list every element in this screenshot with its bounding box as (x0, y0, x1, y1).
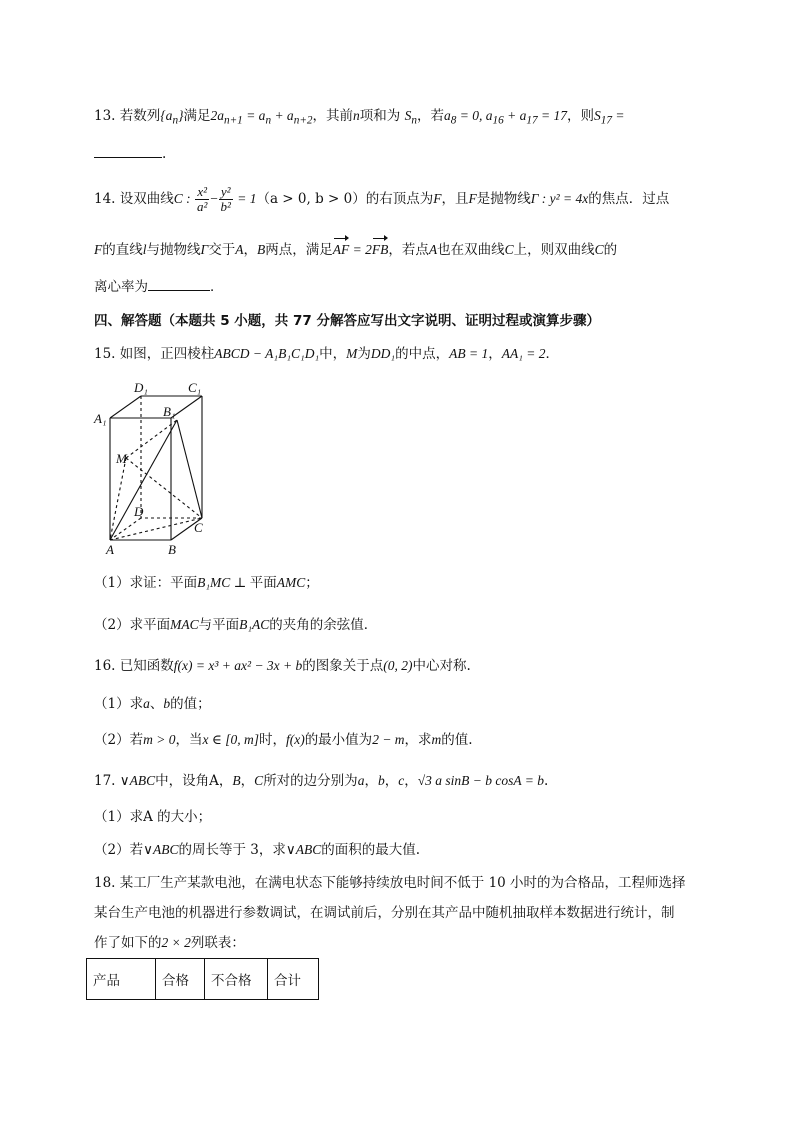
text: 列联表： (190, 935, 245, 951)
text: 设双曲线 (119, 191, 174, 207)
math: √3 a sinB − b cosA = b (417, 773, 544, 788)
math: 17 (600, 114, 612, 127)
numerator: y² (219, 185, 233, 200)
text: 如图，正四棱柱 (119, 346, 215, 362)
text: 已知函数 (119, 658, 174, 674)
text: 的周长等于 3，求 (178, 842, 286, 858)
numerator: x² (195, 185, 209, 200)
math: n+1 (223, 114, 243, 127)
math: 8 (450, 114, 457, 127)
label-a1: A₁ (94, 411, 107, 426)
math: + a (503, 108, 527, 123)
math: B (256, 242, 266, 257)
text: 与平面 (198, 617, 240, 633)
text: ，若 (416, 108, 444, 124)
math: {a (160, 108, 173, 123)
table-header-cell: 不合格 (205, 959, 268, 1000)
math: c (398, 773, 405, 788)
math: C (254, 773, 264, 788)
math: + a (271, 108, 294, 123)
text: ， (240, 773, 255, 789)
math: f(x) (285, 732, 305, 747)
text: 的焦点．过点 (588, 191, 670, 207)
text: ． (210, 279, 224, 295)
question-16-part-1 (94, 695, 211, 713)
text: 中， (319, 346, 347, 362)
math: (0, 2) (383, 658, 413, 673)
table-header-cell: 合计 (268, 959, 319, 1000)
math: x ∈ [0, m] (202, 732, 259, 747)
text: 中心对称. (412, 658, 471, 674)
text: 为 (357, 346, 371, 362)
math: = 17 (537, 108, 567, 123)
text: 时， (258, 732, 286, 748)
text: 的值； (170, 696, 211, 712)
math: n (172, 114, 179, 127)
text: （1）求 (94, 696, 144, 712)
math: = 1 (237, 191, 257, 206)
math: ∨ABC (143, 842, 179, 857)
label-d: D (134, 504, 144, 519)
text: . (543, 773, 549, 789)
table-header-row (87, 959, 319, 1000)
math: = 2 (349, 242, 372, 257)
question-14-line-3 (94, 278, 224, 296)
math: C (173, 191, 183, 206)
text: 若数列 (119, 108, 161, 124)
text: 的最小值为 (304, 732, 373, 748)
math: S (404, 108, 412, 123)
text: 的夹角的余弦值． (269, 617, 378, 633)
math: ⊥ (230, 575, 250, 590)
question-16-part-2 (94, 731, 473, 749)
denominator: b² (220, 199, 231, 214)
text: . (162, 146, 167, 162)
question-15-stem (94, 345, 559, 363)
math: : (182, 191, 191, 206)
math: m (431, 732, 442, 747)
math: MAC (170, 617, 199, 632)
text: 也在双曲线 (437, 242, 505, 258)
text: ， (218, 773, 233, 789)
math: C (594, 242, 604, 257)
text: ． (545, 346, 560, 362)
question-number: 13. (94, 108, 116, 124)
prism-figure (90, 378, 220, 560)
math: B (232, 773, 241, 788)
math: AA₁ = 2 (501, 346, 546, 361)
question-14-line-2 (94, 241, 617, 259)
label-c: C (194, 520, 203, 535)
text: 中，设角 (155, 773, 210, 789)
math: F (468, 191, 477, 206)
fraction-y (219, 185, 233, 214)
section-heading: 四、解答题（本题共 5 小题，共 77 分解答应写出文字说明、证明过程或演算步骤） (94, 313, 600, 329)
vector-fb: FB (371, 242, 389, 257)
math: S (593, 108, 601, 123)
text: 的面积的最大值. (321, 842, 421, 858)
math: AMC (276, 575, 306, 590)
math: ∨ABC (119, 773, 156, 788)
math: a (143, 696, 150, 711)
text: ，且 (441, 191, 469, 207)
math: } (178, 108, 184, 123)
label-d1: D₁ (134, 380, 148, 395)
question-17-stem (94, 772, 548, 790)
text: 的图象关于点 (302, 658, 384, 674)
contingency-table (86, 958, 319, 1000)
text: ，则 (566, 108, 594, 124)
question-15-part-2 (94, 616, 377, 634)
math: a (357, 773, 365, 788)
text: （2）若 (94, 732, 144, 748)
text: 作了如下的 (94, 935, 162, 951)
text: 两点，满足 (265, 242, 333, 258)
text: 的直线 (102, 242, 143, 258)
math: n+2 (293, 114, 313, 127)
text: ，当 (175, 732, 203, 748)
text: （2）若 (94, 842, 144, 858)
text: 离心率为 (94, 279, 148, 295)
question-number: 18. (94, 875, 116, 891)
math: ABCD − A₁B₁C₁D₁ (214, 346, 320, 361)
math: B₁MC (197, 575, 231, 590)
text: （1）求证：平面 (94, 575, 198, 591)
answer-blank-14[interactable] (148, 290, 210, 291)
text: ， (243, 242, 257, 258)
text: ， (384, 773, 399, 789)
math: A (235, 242, 244, 257)
math: b (377, 773, 385, 788)
label-m: M (116, 451, 127, 466)
math: 16 (492, 114, 504, 127)
question-number: 17. (94, 773, 116, 789)
text: ， (488, 346, 502, 362)
vector-af: AF (332, 242, 350, 257)
text: 的值. (441, 732, 473, 748)
math: 2 − m (372, 732, 405, 747)
text: A (209, 773, 219, 789)
text: 与抛物线 (146, 242, 201, 258)
text: ， (404, 773, 418, 789)
text: 某工厂生产某款电池，在满电状态下能够持续放电时间不低于 10 小时的为合格品，工程师选择 (119, 875, 686, 891)
question-18-line-3 (94, 934, 245, 952)
denominator: a² (196, 199, 208, 214)
math: C (504, 242, 514, 257)
math: 17 (526, 114, 538, 127)
math: Γ : y² = 4x (530, 191, 589, 206)
label-a: A (106, 542, 114, 557)
math: ∨ABC (285, 842, 322, 857)
math: = 0, a (456, 108, 493, 123)
text: 、 (149, 696, 164, 712)
math: n (265, 114, 272, 127)
math: l (142, 242, 147, 257)
text: 的 (603, 242, 618, 258)
question-number: 15. (94, 346, 116, 362)
math: b (163, 696, 171, 711)
text: 上，则双曲线 (513, 242, 595, 258)
math: B₁AC (239, 617, 270, 632)
math: F (433, 191, 442, 206)
text: 项和为 (359, 108, 401, 124)
question-18-line-1 (94, 874, 686, 892)
math: f(x) = x³ + ax² − 3x + b (173, 658, 303, 673)
question-number: 16. (94, 658, 116, 674)
question-16-stem (94, 657, 471, 675)
answer-blank-13[interactable] (94, 145, 166, 163)
math: = (611, 108, 625, 123)
math: M (346, 346, 358, 361)
math: F (94, 242, 103, 257)
math: A (428, 242, 438, 257)
table-header-cell: 合格 (156, 959, 205, 1000)
blank-line[interactable] (94, 157, 162, 158)
question-18-line-2: 某台生产电池的机器进行参数调试，在调试前后，分别在其产品中随机抽取样本数据进行统计，制 (94, 905, 675, 921)
math: m > 0 (143, 732, 176, 747)
label-b1: B₁ (163, 404, 176, 419)
question-15-part-1 (94, 574, 319, 592)
text: 交于 (208, 242, 236, 258)
math: = a (242, 108, 266, 123)
math: Γ (200, 242, 209, 257)
math: − (209, 191, 219, 206)
fraction-x (195, 185, 209, 214)
text: 的中点， (395, 346, 450, 362)
text: 所对的边分别为 (263, 773, 358, 789)
math: DD₁ (370, 346, 396, 361)
label-c1: C₁ (188, 380, 202, 395)
text: （a > 0, b > 0）的右顶点为 (256, 191, 434, 207)
math: 2a (210, 108, 224, 123)
text: 平面 (249, 575, 277, 591)
question-17-part-1: （1）求A 的大小； (94, 809, 212, 825)
table-header-cell: 产品 (87, 959, 156, 1000)
math: n (353, 108, 360, 123)
question-17-part-2 (94, 841, 420, 859)
label-b: B (168, 542, 176, 557)
math: 2 × 2 (161, 935, 191, 950)
text: ，其前 (312, 108, 354, 124)
text: （2）求平面 (94, 617, 171, 633)
text: 是抛物线 (476, 191, 531, 207)
question-14-line-1 (94, 178, 669, 220)
text: ， (364, 773, 378, 789)
text: ，求 (404, 732, 432, 748)
text: ； (305, 575, 319, 591)
math: n (411, 114, 417, 127)
math: AB = 1 (449, 346, 489, 361)
text: ，若点 (388, 242, 429, 258)
math: a (443, 108, 451, 123)
text: 满足 (183, 108, 211, 124)
question-13-line-1 (94, 107, 624, 130)
question-number: 14. (94, 191, 116, 207)
